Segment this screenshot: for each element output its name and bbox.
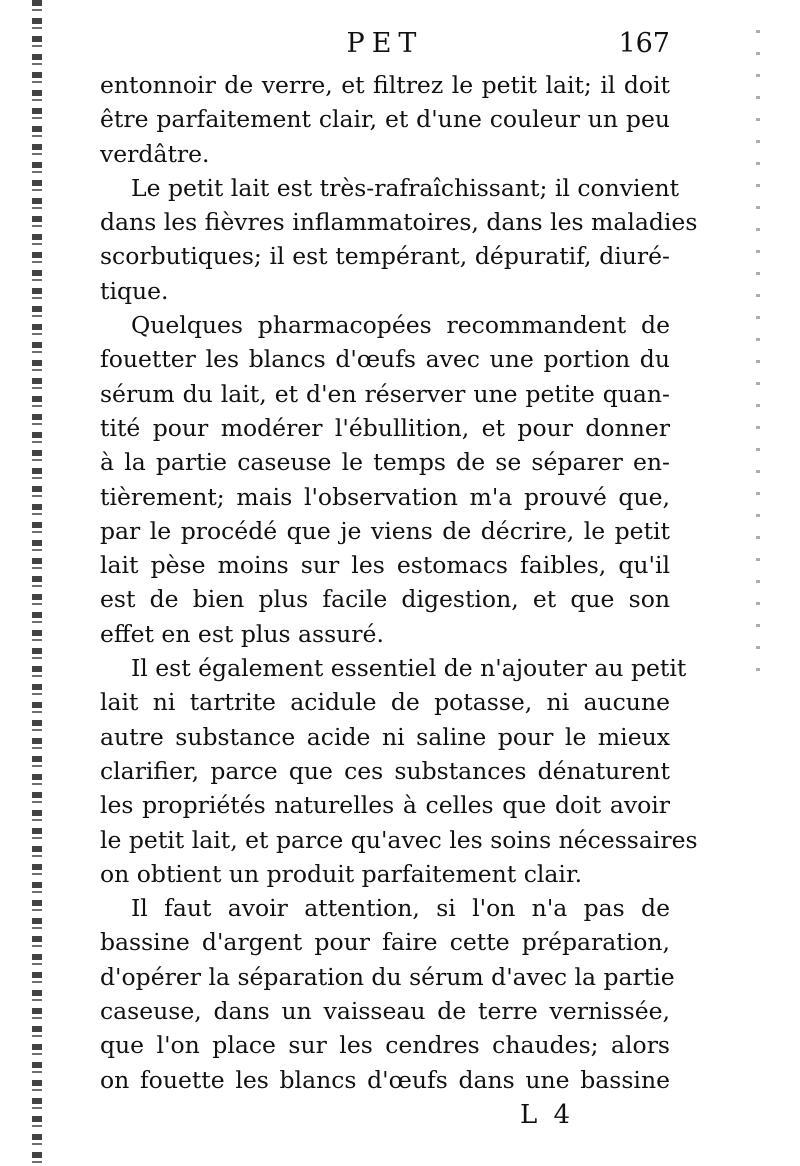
text-line: est de bien plus facile digestion, et que son — [100, 585, 670, 614]
page-header — [100, 26, 670, 66]
text-line: les propriétés naturelles à celles que doit avoir — [100, 791, 670, 820]
text-line: autre substance acide ni saline pour le mieux — [100, 722, 670, 751]
text-line: être parfaitement clair, et d'une couleur un peu — [100, 105, 670, 134]
text-line: scorbutiques; il est tempérant, dépuratif, diuré- — [100, 242, 670, 271]
text-line: sérum du lait, et d'en réserver une petite quan- — [100, 379, 670, 408]
text-line: lait ni tartrite acidule de potasse, ni aucune — [100, 688, 670, 717]
text-line: que l'on place sur les cendres chaudes; alors — [100, 1031, 670, 1060]
text-line: le petit lait, et parce qu'avec les soins nécessaires — [100, 825, 698, 854]
text-line: Le petit lait est très-rafraîchissant; il convient — [131, 173, 680, 202]
text-line: à la partie caseuse le temps de se séparer en- — [100, 448, 670, 477]
text-line: Il faut avoir attention, si l'on n'a pas de — [131, 894, 670, 923]
text-line: tique. — [100, 276, 169, 305]
text-line: entonnoir de verre, et filtrez le petit lait; il doit — [100, 71, 670, 99]
binding-gutter-left — [32, 0, 42, 1166]
text-line: Quelques pharmacopées recommandent de — [131, 311, 670, 340]
text-line: bassine d'argent pour faire cette préparation, — [100, 928, 670, 957]
text-line: effet en est plus assuré. — [100, 619, 384, 648]
text-line: lait pèse moins sur les estomacs faibles, qu'il — [100, 551, 670, 580]
text-line: tièrement; mais l'observation m'a prouvé que, — [100, 482, 670, 511]
signature-mark: L 4 — [520, 1100, 575, 1130]
binding-gutter-right — [756, 30, 760, 690]
text-line: fouetter les blancs d'œufs avec une portion du — [100, 345, 670, 374]
running-head: PET — [346, 28, 424, 59]
text-line: on fouette les blancs d'œufs dans une bassine — [100, 1065, 670, 1094]
text-line: Il est également essentiel de n'ajouter au petit — [131, 654, 687, 683]
text-line: caseuse, dans un vaisseau de terre vernissée, — [100, 997, 670, 1026]
text-line: d'opérer la séparation du sérum d'avec la partie — [100, 962, 675, 991]
text-line: clarifier, parce que ces substances dénaturent — [100, 756, 670, 785]
body-text — [100, 68, 698, 1097]
page-number: 167 — [618, 28, 670, 59]
text-line: par le procédé que je viens de décrire, le petit — [100, 516, 670, 545]
text-line: tité pour modérer l'ébullition, et pour donner — [100, 413, 670, 442]
text-line: dans les fièvres inflammatoires, dans les maladies — [100, 208, 698, 237]
text-line: verdâtre. — [100, 139, 210, 168]
text-line: on obtient un produit parfaitement clair. — [100, 859, 583, 888]
